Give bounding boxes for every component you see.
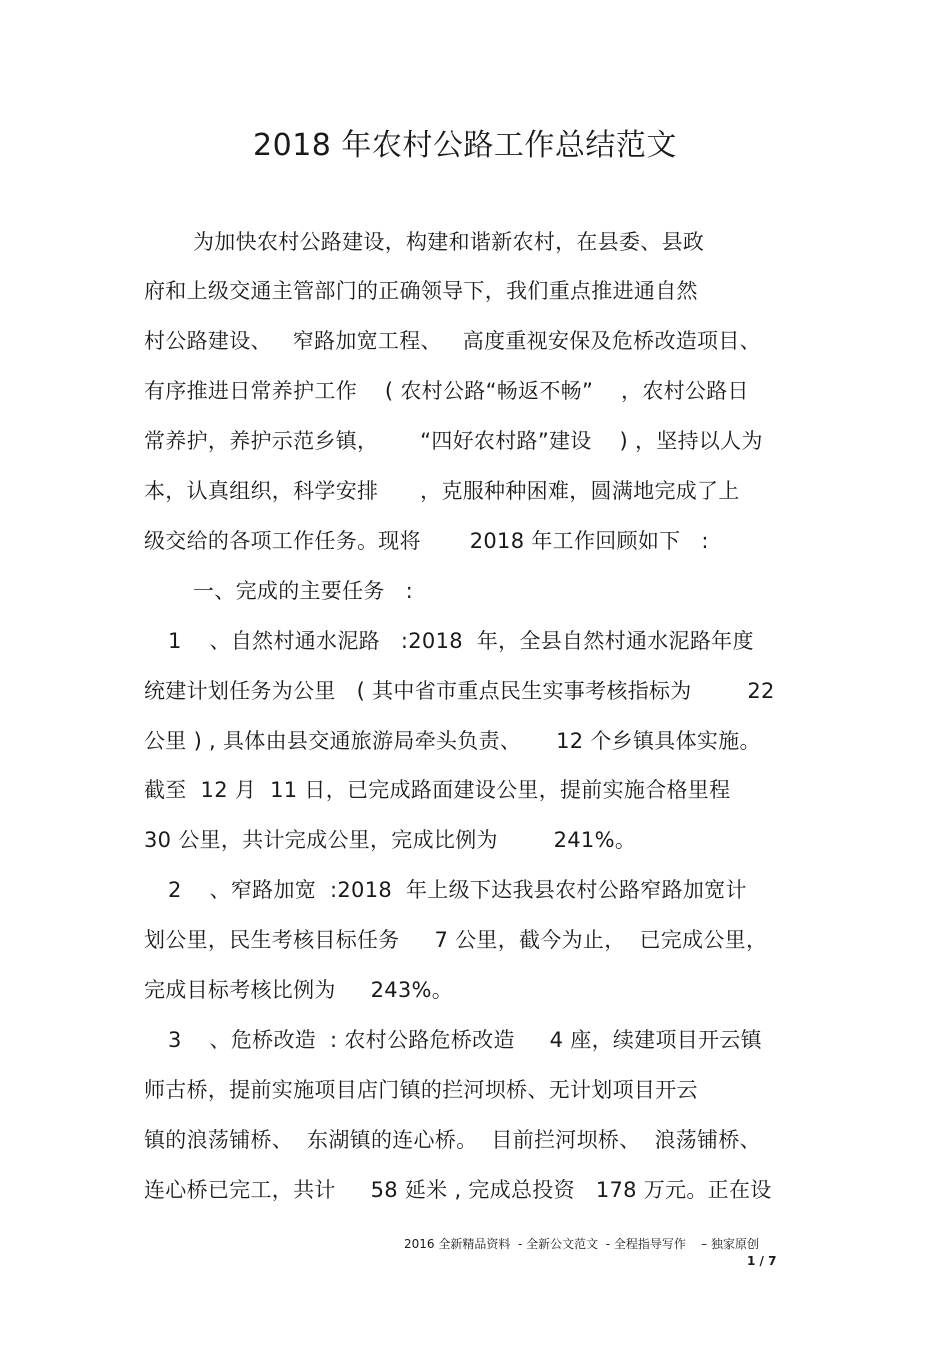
- page-number: 1 / 7: [747, 1254, 777, 1268]
- paragraph-line: 镇的浪荡铺桥、 东湖镇的连心桥。 目前拦河坝桥、 浪荡铺桥、: [144, 1128, 761, 1152]
- paragraph-line: 连心桥已完工，共计 58 延米 , 完成总投资 178 万元。正在设: [144, 1178, 772, 1202]
- paragraph-line: 村公路建设、 窄路加宽工程、 高度重视安保及危桥改造项目、: [144, 329, 761, 353]
- paragraph-line: 统建计划任务为公里 ( 其中省市重点民生实事考核指标为 22: [144, 679, 775, 703]
- paragraph-line: 30 公里，共计完成公里，完成比例为 241%。: [144, 828, 637, 852]
- page-footer: 2016 全新精品资料 - 全新公文范文 - 全程指导写作 – 独家原创: [404, 1237, 759, 1251]
- paragraph-line: 截至 12 月 11 日，已完成路面建设公里，提前实施合格里程: [144, 778, 731, 802]
- paragraph-line: 为加快农村公路建设，构建和谐新农村，在县委、县政: [193, 230, 705, 254]
- paragraph-line: 府和上级交通主管部门的正确领导下，我们重点推进通自然: [144, 279, 698, 303]
- paragraph-line: 划公里，民生考核目标任务 7 公里，截今为止， 已完成公里，: [144, 928, 768, 952]
- paragraph-line: 1 、自然村通水泥路 :2018 年，全县自然村通水泥路年度: [168, 629, 754, 653]
- paragraph-line: 公里 ) , 具体由县交通旅游局牵头负责、 12 个乡镇具体实施。: [144, 729, 761, 753]
- paragraph-line: 3 、危桥改造 : 农村公路危桥改造 4 座，续建项目开云镇: [168, 1028, 762, 1052]
- paragraph-line: 级交给的各项工作任务。现将 2018 年工作回顾如下 :: [144, 529, 709, 553]
- document-title: 2018 年农村公路工作总结范文: [253, 128, 677, 163]
- paragraph-line: 完成目标考核比例为 243%。: [144, 978, 454, 1002]
- paragraph-line: 有序推进日常养护工作 ( 农村公路“畅返不畅” ，农村公路日: [144, 379, 749, 403]
- paragraph-line: 2 、窄路加宽 :2018 年上级下达我县农村公路窄路加宽计: [168, 878, 747, 902]
- paragraph-line: 本，认真组织，科学安排 ，克服种种困难，圆满地完成了上: [144, 479, 740, 503]
- section-heading: 一、完成的主要任务 :: [193, 579, 414, 603]
- paragraph-line: 师古桥，提前实施项目店门镇的拦河坝桥、无计划项目开云: [144, 1078, 698, 1102]
- paragraph-line: 常养护，养护示范乡镇， “四好农村路”建设 ) ，坚持以人为: [144, 429, 763, 453]
